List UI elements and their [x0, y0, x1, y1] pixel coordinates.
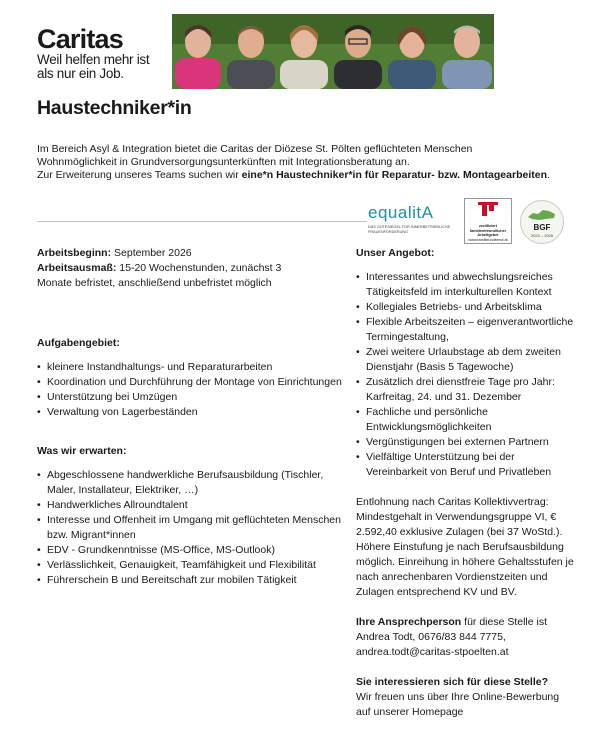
list-item: • Zusätzlich drei dienstfreie Tage pro Jahr: Karfreitag, 24. und 31. Dezember — [356, 375, 576, 405]
interest-text: Wir freuen uns über Ihre Online-Bewerbung auf unserer Homepage — [356, 691, 560, 718]
list-item: • Führerschein B und Bereitschaft zur mobilen Tätigkeit — [37, 573, 342, 588]
bgf-years: 2024 – 2026 — [530, 233, 554, 238]
equalita-logo — [368, 204, 458, 240]
hours-label: Arbeitsausmaß: — [37, 262, 117, 274]
intro-line-2: Wohnmöglichkeit in Grundversorgungsunterkünften mit Integrationsberatung an. — [37, 156, 410, 168]
list-item: • EDV - Grundkenntnisse (MS-Office, MS-Outlook) — [37, 543, 342, 558]
hours-value: 15-20 Wochenstunden, zunächst 3 — [116, 262, 282, 274]
salary-text: Entlohnung nach Caritas Kollektivvertrag: Mindestgehalt in Verwendungsgruppe VI, € 2.592,40 exklusive Zulagen (bei 37 WoStd.). Höhere Einstufung je nach Berufsausbildung möglich. Einreihung in höhere Gehaltsstufen je nach anrechenbaren Vordienstzeiten und Zulagen entsprechend KV und BV. — [356, 496, 574, 598]
list-item: • Interesse und Offenheit im Umgang mit geflüchteten Menschen bzw. Migrant*innen — [37, 513, 342, 543]
list-item: • Fachliche und persönliche Entwicklungsmöglichkeiten — [356, 405, 576, 435]
tagline-line-1: Weil helfen mehr ist — [37, 52, 150, 67]
intro-text — [37, 143, 562, 182]
contact-email[interactable]: andrea.todt@caritas-stpoelten.at — [356, 646, 509, 658]
list-item: • Kollegiales Betriebs- und Arbeitsklima — [356, 300, 576, 315]
caritas-logo: Caritas — [37, 24, 123, 54]
list-item: • Interessantes und abwechslungsreiches Tätigkeitsfeld im interkulturellen Kontext — [356, 270, 576, 300]
caritas-tagline — [37, 53, 177, 81]
family-certificate-logo — [464, 198, 512, 244]
austria-map-icon — [521, 201, 563, 225]
tagline-line-2: als nur ein Job. — [37, 66, 124, 81]
bgf-text: BGF — [533, 223, 551, 232]
intro-line-3-prefix: Zur Erweiterung unseres Teams suchen wir — [37, 169, 242, 181]
left-column — [37, 246, 342, 588]
intro-line-3-suffix: . — [547, 169, 550, 181]
team-photo-banner — [172, 14, 494, 89]
list-item: • Handwerkliches Allroundtalent — [37, 498, 342, 513]
offer-list — [356, 270, 576, 480]
start-date-line — [37, 246, 342, 261]
contact-label: Ihre Ansprechperson — [356, 616, 462, 628]
list-item: • Abgeschlossene handwerkliche Berufsausbildung (Tischler, Maler, Installateur, Elektriker, …) — [37, 468, 342, 498]
list-item: • Zwei weitere Urlaubstage ab dem zweiten Dienstjahr (Basis 5 Tagewoche) — [356, 345, 576, 375]
certification-logos — [368, 198, 568, 244]
list-item: • Flexible Arbeitszeiten – eigenverantwortliche Termingestaltung, — [356, 315, 576, 345]
expectations-heading: Was wir erwarten: — [37, 445, 127, 457]
job-title: Haustechniker*in — [37, 97, 192, 119]
tasks-list — [37, 360, 342, 420]
family-cert-text — [465, 224, 511, 242]
right-column — [356, 246, 576, 720]
list-item: • Koordination und Durchführung der Montage von Einrichtungen — [37, 375, 342, 390]
list-item: • Vergünstigungen bei externen Partnern — [356, 435, 576, 450]
hours-line — [37, 261, 342, 276]
equalita-subline: DAS GÜTESIEGEL FÜR INNERBETRIEBLICHE FRAUENFÖRDERUNG — [368, 225, 451, 234]
family-cert-line-1: zertifiziert — [479, 224, 497, 228]
list-item: • Verwaltung von Lagerbeständen — [37, 405, 342, 420]
family-cert-url: www.familieundberuf.at — [468, 237, 508, 242]
bgf-seal-logo — [520, 200, 564, 244]
list-item: • Vielfältige Unterstützung bei der Vereinbarkeit von Beruf und Privatleben — [356, 450, 576, 480]
intro-line-3 — [37, 169, 562, 182]
contact-details: für diese Stelle ist Andrea Todt, 0676/83 844 7775, — [356, 616, 548, 643]
divider-line — [37, 221, 367, 222]
offer-heading: Unser Angebot: — [356, 247, 435, 259]
contact-text — [356, 615, 576, 645]
intro-position-highlight: eine*n Haustechniker*in für Reparatur- bzw. Montagearbeiten — [241, 169, 547, 181]
family-cert-line-3: Arbeitgeber — [477, 233, 499, 237]
list-item: • Verlässlichkeit, Genauigkeit, Teamfähigkeit und Flexibilität — [37, 558, 342, 573]
intro-line-1: Im Bereich Asyl & Integration bietet die Caritas der Diözese St. Pölten geflüchteten Menschen — [37, 143, 473, 155]
interest-heading: Sie interessieren sich für diese Stelle? — [356, 676, 548, 688]
team-photo — [172, 14, 494, 89]
expectations-list — [37, 468, 342, 588]
family-seal-icon — [465, 199, 511, 219]
list-item: • kleinere Instandhaltungs- und Reparaturarbeiten — [37, 360, 342, 375]
equalita-wordmark: equalitA — [368, 203, 434, 222]
start-date-value: September 2026 — [111, 247, 192, 259]
start-date-label: Arbeitsbeginn: — [37, 247, 112, 259]
hours-continuation: Monate befristet, anschließend unbefristet möglich — [37, 277, 272, 289]
tasks-heading: Aufgabengebiet: — [37, 337, 120, 349]
list-item: • Unterstützung bei Umzügen — [37, 390, 342, 405]
family-cert-line-2: familienfreundlicher — [469, 228, 507, 233]
